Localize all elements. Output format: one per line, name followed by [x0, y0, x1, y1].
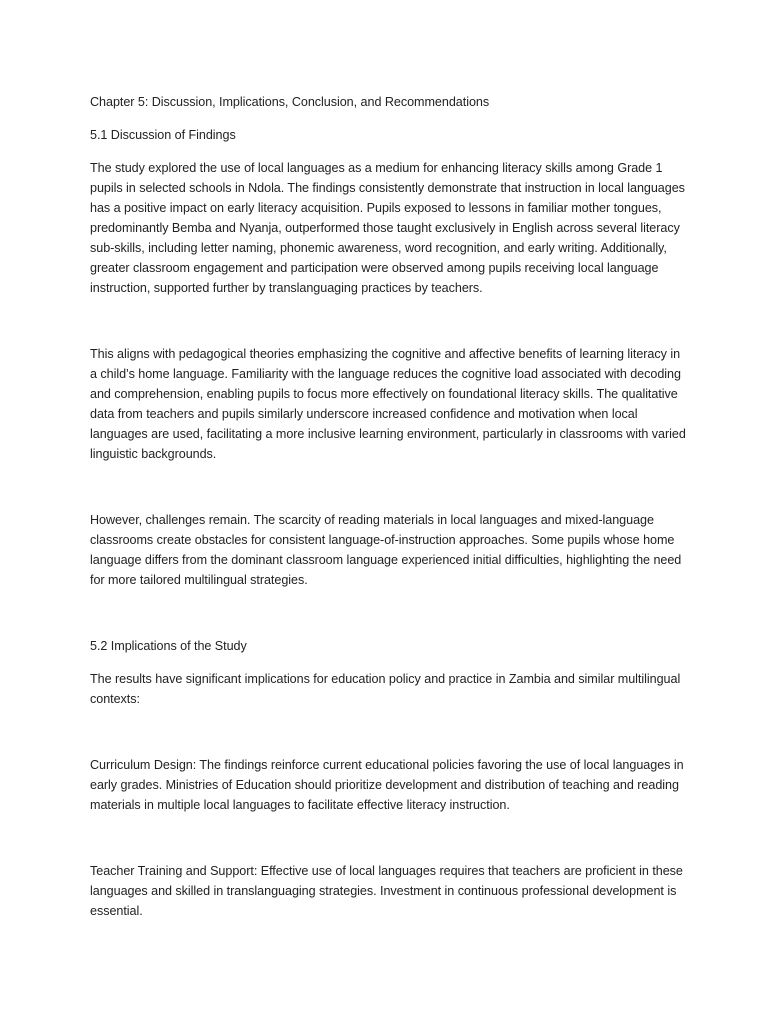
- paragraph-discussion-3: However, challenges remain. The scarcity of reading materials in local languages and mixed-language classrooms create obstacles for consistent language-of-instruction approaches. Some pupils whose home language differs from the dominant classroom language experienced initial difficulties, highlighting the need for more tailored multilingual strategies.: [90, 513, 682, 587]
- paragraph-implications-intro: The results have significant implications for education policy and practice in Zambia and similar multilingual contexts:: [90, 672, 681, 706]
- section-heading-implications: 5.2 Implications of the Study: [90, 639, 247, 653]
- paragraph-discussion-1: The study explored the use of local languages as a medium for enhancing literacy skills among Grade 1 pupils in selected schools in Ndola. The findings consistently demonstrate that instruction in local languages has a positive impact on early literacy acquisition. Pupils exposed to lessons in familiar mother tongues, predominantly Bemba and Nyanja, outperformed those taught exclusively in English across several literacy sub-skills, including letter naming, phonemic awareness, word recognition, and early writing. Additionally, greater classroom engagement and participation were observed among pupils receiving local language instruction, supported further by translanguaging practices by teachers.: [90, 161, 685, 295]
- paragraph-teacher-training: Teacher Training and Support: Effective use of local languages requires that teachers are proficient in these languages and skilled in translanguaging strategies. Investment in continuous professional development is essential.: [90, 864, 683, 918]
- paragraph-discussion-2: This aligns with pedagogical theories emphasizing the cognitive and affective benefits of learning literacy in a child’s home language. Familiarity with the language reduces the cognitive load associated with decoding and comprehension, enabling pupils to focus more effectively on foundational literacy skills. The qualitative data from teachers and pupils similarly underscore increased confidence and motivation when local languages are used, facilitating a more inclusive learning environment, particularly in classrooms with varied linguistic backgrounds.: [90, 347, 686, 461]
- paragraph-curriculum-design: Curriculum Design: The findings reinforce current educational policies favoring the use of local languages in early grades. Ministries of Education should prioritize development and distribution of teaching and reading materials in multiple local languages to facilitate effective literacy instruction.: [90, 758, 684, 812]
- section-heading-discussion: 5.1 Discussion of Findings: [90, 128, 236, 142]
- chapter-title: Chapter 5: Discussion, Implications, Conclusion, and Recommendations: [90, 95, 490, 109]
- document-body: [90, 92, 690, 921]
